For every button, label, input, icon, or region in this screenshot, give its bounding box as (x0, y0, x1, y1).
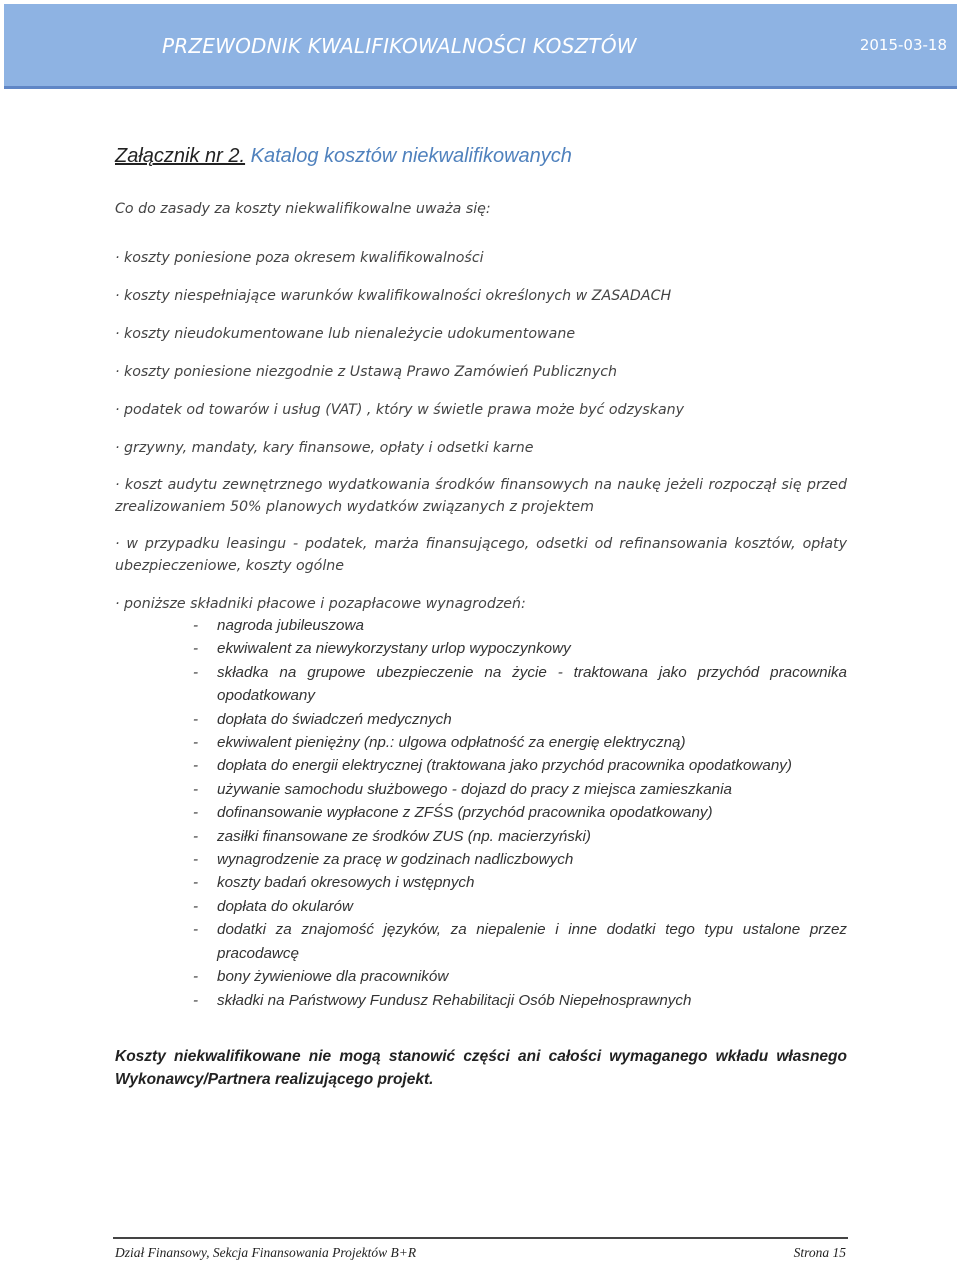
list-item: · podatek od towarów i usług (VAT) , który w świetle prawa może być odzyskany (115, 402, 685, 418)
dash-bullet: - (193, 968, 199, 986)
wage-item: - używanie samochodu służbowego - dojazd do pracy z miejsca zamieszkania (205, 778, 847, 801)
dash-bullet: - (193, 780, 199, 798)
dash-bullet: - (193, 734, 199, 752)
wage-item: - dopłata do okularów (205, 895, 847, 918)
list-item: · koszty nieudokumentowane lub nienależycie udokumentowane (115, 326, 576, 342)
dash-bullet: - (193, 897, 199, 915)
header-date: 2015-03-18 (859, 36, 947, 54)
wage-item: - składka na grupowe ubezpieczenie na życie - traktowana jako przychód pracownika opodatkowany (205, 661, 847, 708)
list-item: · koszty poniesione niezgodnie z Ustawą Prawo Zamówień Publicznych (115, 364, 618, 380)
list-item: · poniższe składniki płacowe i pozapłacowe wynagrodzeń: (115, 596, 526, 612)
wage-item: - zasiłki finansowane ze środków ZUS (np. macierzyński) (205, 825, 847, 848)
wage-item: - ekwiwalent za niewykorzystany urlop wypoczynkowy (205, 637, 847, 660)
closing-statement: Koszty niekwalifikowane nie mogą stanowić części ani całości wymaganego wkładu własnego Wykonawcy/Partnera realizującego projekt. (115, 1048, 847, 1088)
dash-bullet: - (193, 640, 199, 658)
dash-bullet: - (193, 710, 199, 728)
list-item: · koszt audytu zewnętrznego wydatkowania środków finansowych na naukę jeżeli rozpoczął się przed zrealizowaniem 50% planowych wydatków związanych z projektem (115, 477, 847, 515)
dash-bullet: - (193, 827, 199, 845)
list-item: · koszty poniesione poza okresem kwalifikowalności (115, 250, 484, 266)
wage-item: - dofinansowanie wypłacone z ZFŚS (przychód pracownika opodatkowany) (205, 801, 847, 824)
header-title: PRZEWODNIK KWALIFIKOWALNOŚCI KOSZTÓW (162, 34, 637, 58)
footer-department: Dział Finansowy, Sekcja Finansowania Projektów B+R (115, 1245, 417, 1260)
wage-item: - składki na Państwowy Fundusz Rehabilitacji Osób Niepełnosprawnych (205, 989, 847, 1012)
dash-bullet: - (193, 663, 199, 681)
dash-bullet: - (193, 874, 199, 892)
wage-item: - ekwiwalent pieniężny (np.: ulgowa odpłatność za energię elektryczną) (205, 731, 847, 754)
list-item: · w przypadku leasingu - podatek, marża finansującego, odsetki od refinansowania kosztów, opłaty ubezpieczeniowe, koszty ogólne (115, 536, 847, 574)
page-number: Strona 15 (793, 1245, 846, 1260)
list-item: · grzywny, mandaty, kary finansowe, opłaty i odsetki karne (115, 440, 534, 456)
dash-bullet: - (193, 991, 199, 1009)
wage-item: - wynagrodzenie za pracę w godzinach nadliczbowych (205, 848, 847, 871)
wage-item: - koszty badań okresowych i wstępnych (205, 871, 847, 894)
wage-components-list (193, 614, 847, 1012)
wage-item: - dopłata do energii elektrycznej (traktowana jako przychód pracownika opodatkowany) (205, 754, 847, 777)
footer-divider (113, 1237, 848, 1239)
annex-label: Załącznik nr 2. (115, 145, 246, 167)
list-item: · koszty niespełniające warunków kwalifikowalności określonych w ZASADACH (115, 288, 672, 304)
wage-item: - dodatki za znajomość języków, za niepalenie i inne dodatki tego typu ustalone przez pracodawcę (205, 918, 847, 965)
wage-item: - dopłata do świadczeń medycznych (205, 708, 847, 731)
wage-item: - nagroda jubileuszowa (205, 614, 847, 637)
page-title (115, 145, 572, 168)
dash-bullet: - (193, 851, 199, 869)
dash-bullet: - (193, 921, 199, 939)
wage-item: - bony żywieniowe dla pracowników (205, 965, 847, 988)
dash-bullet: - (193, 757, 199, 775)
intro-text: Co do zasady za koszty niekwalifikowalne uważa się: (115, 201, 491, 217)
catalog-title: Katalog kosztów niekwalifikowanych (250, 145, 572, 167)
page-header (4, 4, 957, 89)
dash-bullet: - (193, 804, 199, 822)
dash-bullet: - (193, 617, 199, 634)
